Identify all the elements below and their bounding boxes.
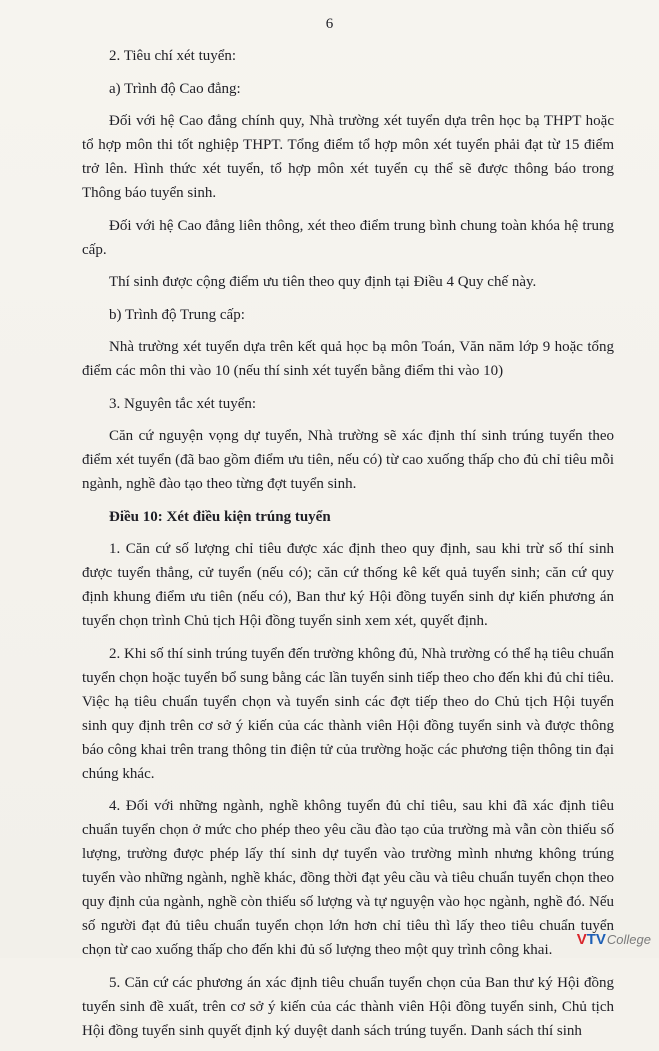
article-heading: Điều 10: Xét điều kiện trúng tuyển: [109, 508, 331, 525]
paragraph: Căn cứ nguyện vọng dự tuyển, Nhà trường sẽ xác định thí sinh trúng tuyển theo điểm xét tuyển (đã bao gồm điểm ưu tiên, nếu có) từ cao xuống thấp cho đủ chỉ tiêu mỗi ngành, nghề đào tạo theo từng đợt tuyển sinh.: [82, 428, 614, 492]
document-body: [82, 44, 614, 1051]
paragraph: Đối với hệ Cao đẳng liên thông, xét theo điểm trung bình chung toàn khóa hệ trung cấp.: [82, 217, 614, 258]
paragraph: Nhà trường xét tuyển dựa trên kết quả học bạ môn Toán, Văn năm lớp 9 hoặc tổng điểm các môn thi vào 10 (nếu thí sinh xét tuyển bằng điểm thi vào 10): [82, 339, 614, 379]
paragraph: 1. Căn cứ số lượng chỉ tiêu được xác định theo quy định, sau khi trừ số thí sinh được tuyển thẳng, cử tuyển (nếu có); căn cứ thống kê kết quả tuyển sinh; căn cứ quy định khung điểm ưu tiên (nếu có), Ban thư ký Hội đồng tuyển sinh dự kiến phương án tuyển chọn trình Chủ tịch Hội đồng tuyển sinh xem xét, quyết định.: [82, 541, 614, 629]
section-heading-principles: 3. Nguyên tắc xét tuyển:: [109, 395, 257, 412]
section-heading-criteria: 2. Tiêu chí xét tuyển:: [109, 48, 237, 64]
paragraph: Đối với hệ Cao đẳng chính quy, Nhà trường xét tuyển dựa trên học bạ THPT hoặc tổ hợp môn thi tốt nghiệp THPT. Tổng điểm tổ hợp môn xét tuyển phải đạt từ 15 điểm trở lên. Hình thức xét tuyển, tổ hợp môn xét tuyển cụ thể sẽ được thông báo trong Thông báo tuyển sinh.: [82, 113, 614, 201]
watermark-logo: [577, 931, 651, 948]
subheading-intermediate-level: b) Trình độ Trung cấp:: [109, 306, 245, 323]
paragraph: Thí sinh được cộng điểm ưu tiên theo quy định tại Điều 4 Quy chế này.: [109, 274, 537, 290]
paragraph: 4. Đối với những ngành, nghề không tuyển đủ chỉ tiêu, sau khi đã xác định tiêu chuẩn tuyển chọn ở mức cho phép theo yêu cầu đào tạo của trường mà vẫn còn thiếu số lượng, trường được phép lấy thí sinh dự tuyển vào trường mình nhưng không trúng tuyển vào những ngành, nghề khác, đồng thời đạt yêu cầu và tiêu chuẩn tuyển chọn theo quy định của ngành, nghề còn thiếu số lượng và tự nguyện vào học ngành, nghề đó. Nếu số người đạt đủ tiêu chuẩn tuyển chọn lớn hơn chỉ tiêu thì lấy theo tiêu chuẩn tuyển chọn từ cao xuống thấp cho đến khi đủ số lượng theo một quy trình công khai.: [82, 798, 614, 958]
watermark-v: V: [576, 931, 587, 948]
paragraph: 5. Căn cứ các phương án xác định tiêu chuẩn tuyển chọn của Ban thư ký Hội đồng tuyển sinh đề xuất, trên cơ sở ý kiến của các thành viên Hội đồng tuyển sinh, Chủ tịch Hội đồng tuyển sinh quyết định ký duyệt danh sách trúng tuyển. Danh sách thí sinh: [82, 974, 614, 1039]
page-number: 6: [325, 16, 334, 32]
subheading-college-level: a) Trình độ Cao đẳng:: [109, 80, 241, 97]
watermark-tv: TV: [586, 931, 606, 948]
paragraph: 2. Khi số thí sinh trúng tuyển đến trường không đủ, Nhà trường có thể hạ tiêu chuẩn tuyển chọn hoặc tuyển bổ sung bằng các lần tuyển sinh tiếp theo cho đến khi đủ chỉ tiêu. Việc hạ tiêu chuẩn tuyển chọn và tuyển sinh các đợt tiếp theo do Chủ tịch Hội tuyển sinh quy định trên cơ sở ý kiến của các thành viên Hội đồng tuyển sinh và được thông báo công khai trên trang thông tin điện tử của trường hoặc các phương tiện thông tin đại chúng khác.: [82, 645, 614, 782]
watermark-college: College: [606, 932, 651, 947]
